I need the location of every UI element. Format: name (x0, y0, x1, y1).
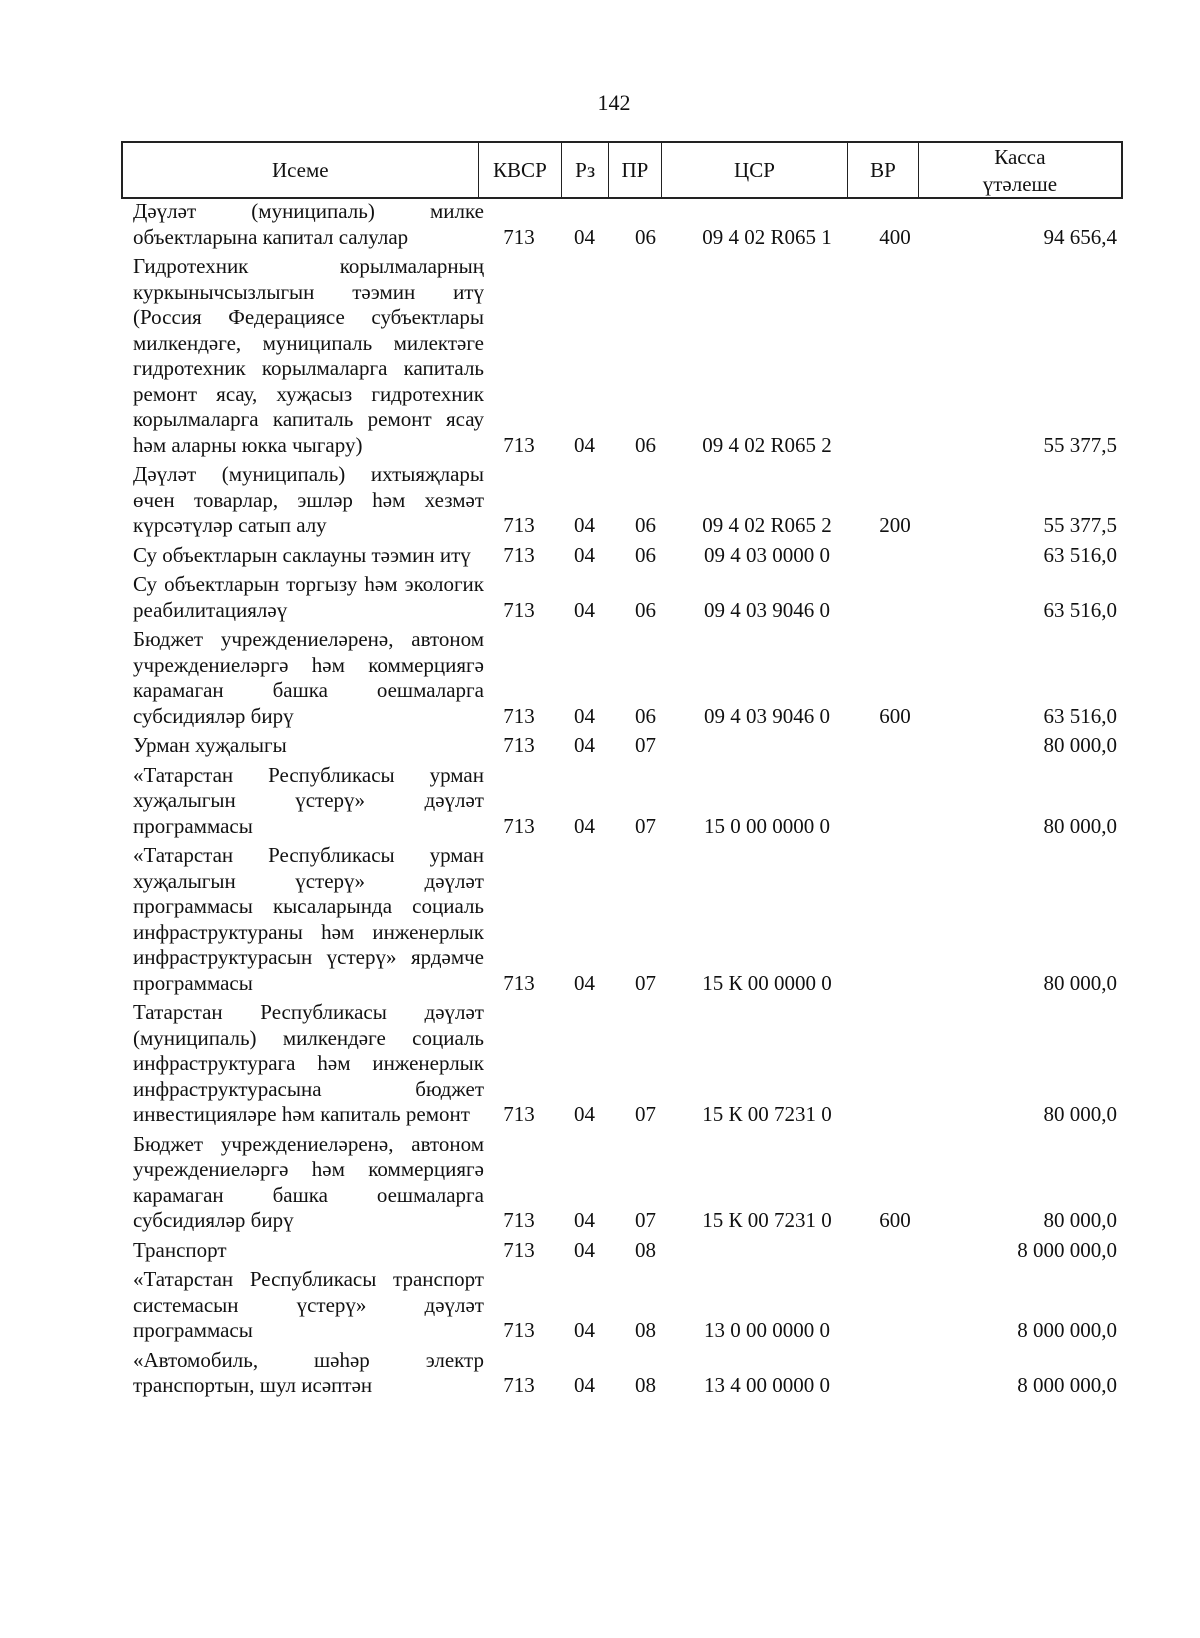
row-sum: 80 000,0 (1043, 813, 1117, 838)
table-row (121, 733, 1123, 759)
row-sum: 8 000 000,0 (1017, 1237, 1117, 1262)
row-vr: 600 (879, 703, 911, 728)
row-pr: 06 (635, 542, 656, 567)
table-row (121, 1132, 1123, 1234)
row-pr: 06 (635, 703, 656, 728)
row-csr: 09 4 03 9046 0 (704, 703, 830, 728)
row-csr: 13 4 00 0000 0 (704, 1373, 830, 1397)
row-csr: 09 4 03 0000 0 (704, 542, 830, 567)
row-csr: 15 0 00 0000 0 (704, 813, 830, 838)
header-name: Исеме (123, 143, 479, 197)
row-name: Бюджет учреждениеләренә, автоном учреждениеләргә һәм коммерциягә карамаган башка оешмаларга субсидияләр бирү (133, 1131, 484, 1232)
row-csr: 13 0 00 0000 0 (704, 1318, 830, 1342)
row-sum: 63 516,0 (1043, 542, 1117, 567)
table-header (121, 141, 1123, 199)
row-name: Гидротехник корылмаларның куркынычсызлыгын тәэмин итү (Россия Федерациясе субъектлары милкендәге, муниципаль милектәге гидротехник корылмаларга капиталь ремонт ясау, хуҗасыз гидротехник корылмаларга капиталь ремонт ясау һәм аларны юкка чыгару) (133, 254, 484, 457)
table-row (121, 543, 1123, 569)
row-kvsr: 713 (503, 542, 535, 567)
row-csr: 09 4 03 9046 0 (704, 597, 830, 622)
row-kvsr: 713 (503, 597, 535, 622)
row-name: Татарстан Республикасы дәүләт (муниципаль) милкендәге социаль инфраструктурага һәм инженерлык инфраструктурасына бюджет инвестицияләре һәм капиталь ремонт (133, 1000, 484, 1126)
row-pr: 07 (635, 970, 656, 995)
row-vr: 400 (879, 224, 911, 249)
table-row (121, 1238, 1123, 1264)
row-name: Дәүләт (муниципаль) милке объектларына капитал салулар (133, 199, 484, 249)
row-kvsr: 713 (503, 432, 535, 457)
row-pr: 07 (635, 1102, 656, 1126)
row-pr: 08 (635, 1318, 656, 1342)
row-csr: 09 4 02 R065 2 (702, 432, 832, 457)
header-csr: ЦСР (662, 143, 848, 197)
row-sum: 94 656,4 (1043, 224, 1117, 249)
table-row (121, 199, 1123, 250)
row-rz: 04 (574, 1208, 595, 1232)
row-rz: 04 (574, 813, 595, 838)
row-pr: 07 (635, 733, 656, 757)
row-rz: 04 (574, 970, 595, 995)
table-body (121, 199, 1123, 1403)
row-pr: 07 (635, 813, 656, 838)
row-rz: 04 (574, 1373, 595, 1397)
row-rz: 04 (574, 224, 595, 249)
row-sum: 63 516,0 (1043, 703, 1117, 728)
row-sum: 55 377,5 (1043, 432, 1117, 457)
row-kvsr: 713 (503, 224, 535, 249)
row-pr: 08 (635, 1237, 656, 1262)
row-csr: 15 К 00 7231 0 (702, 1208, 832, 1232)
header-rz: Рз (562, 143, 609, 197)
row-sum: 80 000,0 (1043, 1208, 1117, 1232)
row-sum: 8 000 000,0 (1017, 1373, 1117, 1397)
row-rz: 04 (574, 1237, 595, 1262)
row-kvsr: 713 (503, 703, 535, 728)
row-csr: 09 4 02 R065 2 (702, 513, 832, 537)
table-row (121, 1348, 1123, 1399)
table-row (121, 462, 1123, 539)
row-rz: 04 (574, 733, 595, 757)
row-rz: 04 (574, 1318, 595, 1342)
row-name: «Татарстан Республикасы урман хуҗалыгын үстерү» дәүләт программасы кысаларында социаль инфраструктураны һәм инженерлык инфраструктурасын үстерү» ярдәмче программасы (133, 843, 484, 995)
table-row (121, 627, 1123, 729)
row-kvsr: 713 (503, 813, 535, 838)
row-sum: 63 516,0 (1043, 597, 1117, 622)
header-sum: Касса үтәлеше (982, 145, 1058, 196)
row-name: Дәүләт (муниципаль) ихтыяҗлары өчен товарлар, эшләр һәм хезмәт күрсәтүләр сатып алу (133, 462, 484, 537)
row-name: «Автомобиль, шәһәр электр транспортын, шул исәптән (133, 1347, 484, 1397)
row-kvsr: 713 (503, 970, 535, 995)
row-csr: 15 К 00 0000 0 (702, 970, 832, 995)
table-row (121, 1267, 1123, 1344)
row-rz: 04 (574, 513, 595, 537)
row-kvsr: 713 (503, 733, 535, 757)
header-kvsr: КВСР (479, 143, 563, 197)
row-name: Транспорт (133, 1237, 227, 1262)
row-rz: 04 (574, 597, 595, 622)
row-sum: 80 000,0 (1043, 970, 1117, 995)
row-vr: 200 (879, 513, 911, 537)
row-kvsr: 713 (503, 1102, 535, 1126)
row-name: Су объектларын саклауны тәэмин итү (133, 542, 471, 567)
row-pr: 07 (635, 1208, 656, 1232)
header-vr: ВР (848, 143, 919, 197)
row-kvsr: 713 (503, 1237, 535, 1262)
row-pr: 08 (635, 1373, 656, 1397)
row-name: Су объектларын торгызу һәм экологик реабилитацияләү (133, 572, 484, 622)
table-row (121, 572, 1123, 623)
row-sum: 8 000 000,0 (1017, 1318, 1117, 1342)
row-pr: 06 (635, 513, 656, 537)
table-row (121, 1000, 1123, 1128)
row-sum: 80 000,0 (1043, 733, 1117, 757)
row-vr: 600 (879, 1208, 911, 1232)
row-kvsr: 713 (503, 1208, 535, 1232)
row-csr: 15 К 00 7231 0 (702, 1102, 832, 1126)
row-kvsr: 713 (503, 1318, 535, 1342)
row-rz: 04 (574, 542, 595, 567)
row-name: «Татарстан Республикасы транспорт системасын үстерү» дәүләт программасы (133, 1267, 484, 1342)
table-row (121, 843, 1123, 996)
row-kvsr: 713 (503, 1373, 535, 1397)
row-name: «Татарстан Республикасы урман хуҗалыгын үстерү» дәүләт программасы (133, 762, 484, 838)
row-pr: 06 (635, 432, 656, 457)
row-name: Бюджет учреждениеләренә, автоном учреждениеләргә һәм коммерциягә карамаган башка оешмаларга субсидияләр бирү (133, 627, 484, 728)
row-pr: 06 (635, 597, 656, 622)
row-pr: 06 (635, 224, 656, 249)
table-row (121, 763, 1123, 840)
row-name: Урман хуҗалыгы (133, 733, 287, 757)
table-row (121, 254, 1123, 458)
row-csr: 09 4 02 R065 1 (702, 224, 832, 249)
header-pr: ПР (609, 143, 662, 197)
page-number: 142 (597, 90, 631, 115)
row-sum: 55 377,5 (1043, 513, 1117, 537)
row-sum: 80 000,0 (1043, 1102, 1117, 1126)
row-rz: 04 (574, 1102, 595, 1126)
row-rz: 04 (574, 703, 595, 728)
row-rz: 04 (574, 432, 595, 457)
row-kvsr: 713 (503, 513, 535, 537)
